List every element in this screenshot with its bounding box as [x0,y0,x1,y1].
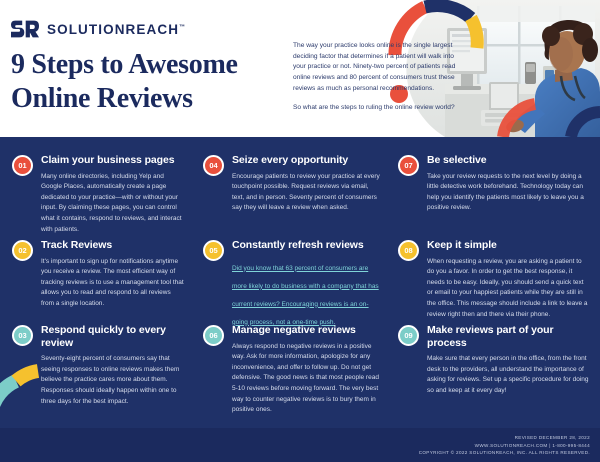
step-title: Respond quickly to every review [41,324,166,349]
step-badge-05: 05 [203,240,224,261]
step-title: Seize every opportunity [232,154,349,166]
step-item [195,239,390,324]
step-badge-01: 01 [12,155,33,176]
step-text: Many online directories, including Yelp and Google Places, automatically create a page dedicated to your practice—with or without your input. By claiming these pages, you can control what it contains, respond to reviews, and interact with patients. [41,172,182,233]
step-item [0,324,195,409]
step-badge-06: 06 [203,325,224,346]
intro-paragraph-1: The way your practice looks online is the single largest deciding factor that determines if a patient will walk into your practice or not. Ninety-two percent of patients read online reviews and 80 percent of consumers trust these reviews as much as personal recommendations. [293,42,456,92]
header [0,0,600,137]
step-item [390,324,600,409]
step-text: Encourage patients to review your practice at every touchpoint possible. Request reviews via email, text, and in person. Seventy percent of consumers say they will leave a review when asked. [232,172,380,212]
intro-paragraph-2: So what are the steps to ruling the online review world? [293,104,455,112]
step-text-link[interactable]: Did you know that 63 percent of consumers are more likely to do business with a company that has current reviews? Encouraging reviews is an on-going process, not a one-time push. [232,264,379,326]
footer-legal [419,434,590,457]
footer-copyright: COPYRIGHT © 2022 SOLUTIONREACH, INC. ALL RIGHTS RESERVED. [418,450,590,456]
step-title: Manage negative reviews [232,324,356,336]
step-badge-08: 08 [398,240,419,261]
sr-monogram-icon [11,18,39,40]
step-badge-04: 04 [203,155,224,176]
page-title: 9 Steps to Awesome Online Reviews [11,49,238,115]
step-title: Make reviews part of your process [427,324,554,349]
step-item [195,154,390,239]
steps-column-1 [0,154,195,428]
brand-trademark: ™ [179,24,186,30]
step-title: Track Reviews [41,239,113,251]
step-text: Always respond to negative reviews in a positive way. Ask for more information, apologize for any inconvenience, and offer to follow up. Do not get defensive. The good news is that most people read 5-10 reviews before moving forward. The very best way to counter negative reviews is to bury them in positive ones. [232,342,379,414]
brand-logo-text [47,22,185,37]
step-badge-03: 03 [12,325,33,346]
brand-logo[interactable] [11,18,185,40]
step-title: Constantly refresh reviews [232,239,364,251]
step-text: Seventy-eight percent of consumers say that seeing responses to online reviews makes them believe the practice cares more about them. Responses should ideally happen within one to three days for the best impact. [41,355,180,405]
brand-logo-name: SOLUTIONREACH [47,21,180,37]
step-title: Be selective [427,154,487,166]
step-title: Keep it simple [427,239,497,251]
step-badge-07: 07 [398,155,419,176]
footer-revised-date: REVISED DECEMBER 28, 2022 [514,435,590,440]
step-item [0,154,195,239]
steps-section [0,137,600,428]
step-text: Make sure that every person in the office, from the front desk to the providers, all understand the importance of asking for reviews. Set up a specific procedure for doing so and keep at it every day! [427,355,589,394]
step-item [390,239,600,324]
step-item [390,154,600,239]
step-text: When requesting a review, you are asking a patient to do you a favor. In order to get the best response, it needs to be easy. Ideally, you should send a quick text or email to your happiest patients while they are still in the office. This message should include a link to leave a review right then and there via their phone. [427,257,588,318]
steps-grid [0,137,600,428]
steps-column-2 [195,154,390,428]
step-text: Take your review requests to the next level by doing a little detective work beforehand. Technology today can help you identify the patients most likely to leave you a positive review. [427,172,584,212]
step-title: Claim your business pages [41,154,175,166]
step-text: It's important to sign up for notifications anytime you receive a review. The most efficient way of tracking reviews is to use a management tool that allows you to read and respond to all reviews from a single location. [41,257,184,307]
step-item [195,324,390,414]
steps-column-3 [390,154,600,428]
step-item [0,239,195,324]
step-badge-02: 02 [12,240,33,261]
intro-text [293,41,458,114]
footer [0,428,600,462]
footer-contact: WWW.SOLUTIONREACH.COM | 1-800-995-8444 [474,442,590,448]
step-badge-09: 09 [398,325,419,346]
